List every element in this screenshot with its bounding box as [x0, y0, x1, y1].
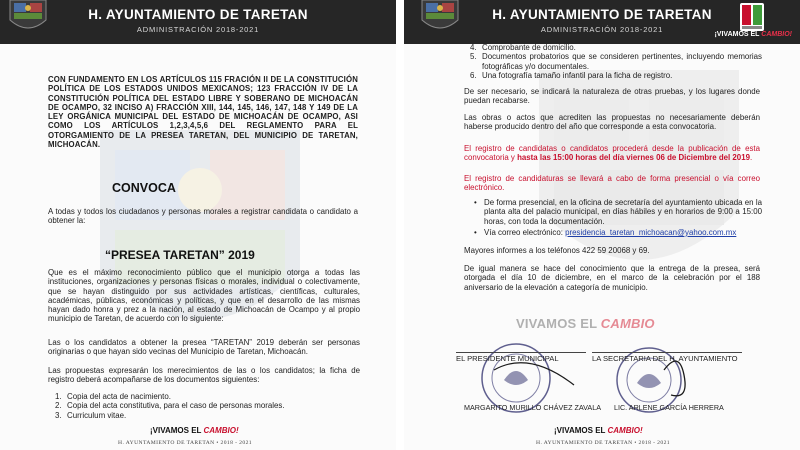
- page-header: [404, 0, 800, 44]
- award-date-paragraph: De igual manera se hace del conocimiento que la entrega de la presea, será otorgada el día 10 de diciembre, en el marco de la celebración por el 188 aniversario de la elevación a categoría de municipio.: [464, 264, 760, 292]
- deadline-text-start: El registro de candidatas o candidatos procederá desde la publicación de esta convocatoria y: [464, 144, 760, 163]
- list-item-number: 2.: [55, 401, 62, 411]
- secretary-signature-label: LA SECRETARIA DEL H. AYUNTAMIENTO: [592, 354, 738, 363]
- works-period-paragraph: Las obras o actos que acrediten las propuestas no necesariamente deberán haberse producido dentro del año que corresponde a esta convocatoria.: [464, 113, 760, 132]
- slogan-banner: [516, 316, 655, 331]
- signature-line: [592, 352, 742, 353]
- list-item: [470, 52, 762, 71]
- administration-badge-logo: [740, 3, 764, 31]
- documents-list: [55, 392, 355, 420]
- header-slogan: [714, 31, 792, 38]
- list-item-text: Copia del acta de nacimiento.: [67, 392, 171, 401]
- list-item-text: Copia del acta constitutiva, para el caso de personas morales.: [67, 401, 285, 411]
- secretary-name: LIC. ARLENE GARCÍA HERRERA: [614, 403, 724, 412]
- coat-of-arms-watermark: [85, 120, 315, 370]
- list-item-number: 6.: [470, 70, 477, 80]
- bullet-label: Vía correo electrónico:: [484, 227, 566, 237]
- slogan-banner-text: VIVAMOS EL: [516, 316, 601, 331]
- registration-mode-paragraph: El registro de candidaturas se llevará a cabo de forma presencial o vía correo electrónico.: [464, 174, 760, 193]
- contact-email-link[interactable]: presidencia_taretan_michoacan@yahoo.com.mx: [565, 227, 737, 237]
- footer-ayuntamiento: H. AYUNTAMIENTO DE TARETAN • 2018 - 2021: [536, 440, 670, 446]
- list-item-text: Una fotografía tamaño infantil para la ficha de registro.: [482, 70, 673, 80]
- list-item: [55, 392, 355, 401]
- convoca-heading: CONVOCA: [112, 181, 176, 195]
- footer-slogan-text: ¡VIVAMOS EL: [150, 426, 202, 435]
- documents-list-continued: [470, 43, 762, 80]
- list-item-number: 3.: [55, 410, 62, 420]
- document-page-left: [0, 0, 396, 450]
- deadline-text-end: .: [749, 153, 753, 163]
- footer-slogan: [150, 426, 239, 435]
- list-item: [55, 401, 355, 410]
- page-gutter: [396, 0, 404, 450]
- list-item-text: Comprobante de domicilio.: [482, 43, 576, 52]
- phone-info-paragraph: Mayores informes a los teléfonos 422 59 20068 y 69.: [464, 246, 650, 255]
- list-item-number: 1.: [55, 392, 62, 401]
- registration-methods-list: [472, 198, 762, 239]
- document-page-right: [404, 0, 800, 450]
- other-evidence-paragraph: De ser necesario, se indicará la naturaleza de otras pruebas, y los lugares donde puedan recabarse.: [464, 87, 760, 106]
- bullet-text: De forma presencial, en la oficina de secretaría del ayuntamiento ubicada en la planta alta del palacio municipal, en días hábiles y en horarios de 9:00 a 15:00 horas, con toda la documentación.: [484, 198, 762, 226]
- candidates-paragraph: Las o los candidatos a obtener la presea “TARETAN” 2019 deberán ser personas originarias o que hayan sido vecinas del Municipio de Taretan, Michoacán.: [48, 338, 360, 357]
- proposals-paragraph: Las propuestas expresarán los merecimientos de las o los candidatos; la ficha de registro deberá acompañarse de los documentos siguientes:: [48, 366, 360, 385]
- header-slogan-cambio: CAMBIO!: [761, 31, 792, 38]
- presea-title: “PRESEA TARETAN” 2019: [105, 248, 255, 262]
- signature-line: [456, 352, 586, 353]
- list-item: [470, 43, 762, 52]
- legal-foundation-paragraph: CON FUNDAMENTO EN LOS ARTÍCULOS 115 FRACIÓN II DE LA CONSTITUCIÓN POLÍTICA DE LOS ESTADOS UNIDOS MEXICANOS; 123 FRACCIÓN IV DE LA CONSTITUCIÓN POLÍTICA DEL ESTADO LIBRE Y SOBERANO DE MICHOACÁN DE OCAMPO, 32 INCISO A) FRACCIÓN XIII, 144, 145, 146, 147, 148 Y 149 DE LA LEY ORGÁNICA MUNICIPAL DEL ESTADO DE MICHOACÁN DE OCAMPO, ASI COMO LOS ARTÍCULOS 1,2,3,4,5,6 DEL REGLAMENTO PARA EL OTORGAMIENTO DE LA PRESEA TARETAN, DEL MUNICIPIO DE TARETAN, MICHOACÁN.: [48, 75, 358, 150]
- header-title: H. AYUNTAMIENTO DE TARETAN: [492, 7, 712, 22]
- header-slogan-text: ¡VIVAMOS EL: [714, 31, 760, 38]
- list-item-number: 4.: [470, 43, 477, 52]
- footer-slogan: [554, 426, 643, 435]
- page-header: [0, 0, 396, 44]
- footer-slogan-cambio: CAMBIO!: [203, 426, 239, 435]
- registration-deadline-paragraph: [464, 144, 760, 163]
- president-signature-label: EL PRESIDENTE MUNICIPAL: [456, 354, 559, 363]
- header-subtitle: ADMINISTRACIÓN 2018-2021: [540, 25, 664, 34]
- footer-ayuntamiento: H. AYUNTAMIENTO DE TARETAN • 2018 - 2021: [118, 440, 252, 446]
- bullet-item: [472, 228, 762, 237]
- header-title: H. AYUNTAMIENTO DE TARETAN: [88, 7, 308, 22]
- list-item-number: 5.: [470, 52, 477, 62]
- list-item-text: Documentos probatorios que se consideren pertinentes, incluyendo memorias fotográficas y/o documentales.: [482, 52, 762, 71]
- deadline-date: hasta las 15:00 horas del día viernes 06 de Diciembre del 2019: [517, 153, 750, 163]
- slogan-banner-cambio: CAMBIO: [600, 316, 655, 331]
- list-item: [55, 411, 355, 420]
- footer-slogan-cambio: CAMBIO!: [607, 426, 643, 435]
- footer-slogan-text: ¡VIVAMOS EL: [554, 426, 606, 435]
- president-name: MARGARITO MURILLO CHÁVEZ ZAVALA: [464, 403, 601, 412]
- presea-description: Que es el máximo reconocimiento público que el municipio otorga a todas las instituciones, organizaciones y personas físicas o morales, individual o colectivamente, que se hayan distinguido por sus actividades artísticas, científicas, culturales, académicas, públicas, económicas y políticas, y que en el desarrollo de las mismas hayan dado honra y prez a la nación, al estado de Michoacán de Ocampo y al propio municipio de Taretan, de acuerdo con lo siguiente:: [48, 268, 360, 324]
- list-item: [470, 71, 762, 80]
- bullet-icon: •: [474, 227, 477, 237]
- header-subtitle: ADMINISTRACIÓN 2018-2021: [136, 25, 260, 34]
- list-item-text: Curriculum vitae.: [67, 410, 127, 420]
- bullet-item: [472, 198, 762, 226]
- invitation-paragraph: A todas y todos los ciudadanos y personas morales a registrar candidata o candidato a obtener la:: [48, 207, 358, 226]
- bullet-icon: •: [474, 198, 477, 207]
